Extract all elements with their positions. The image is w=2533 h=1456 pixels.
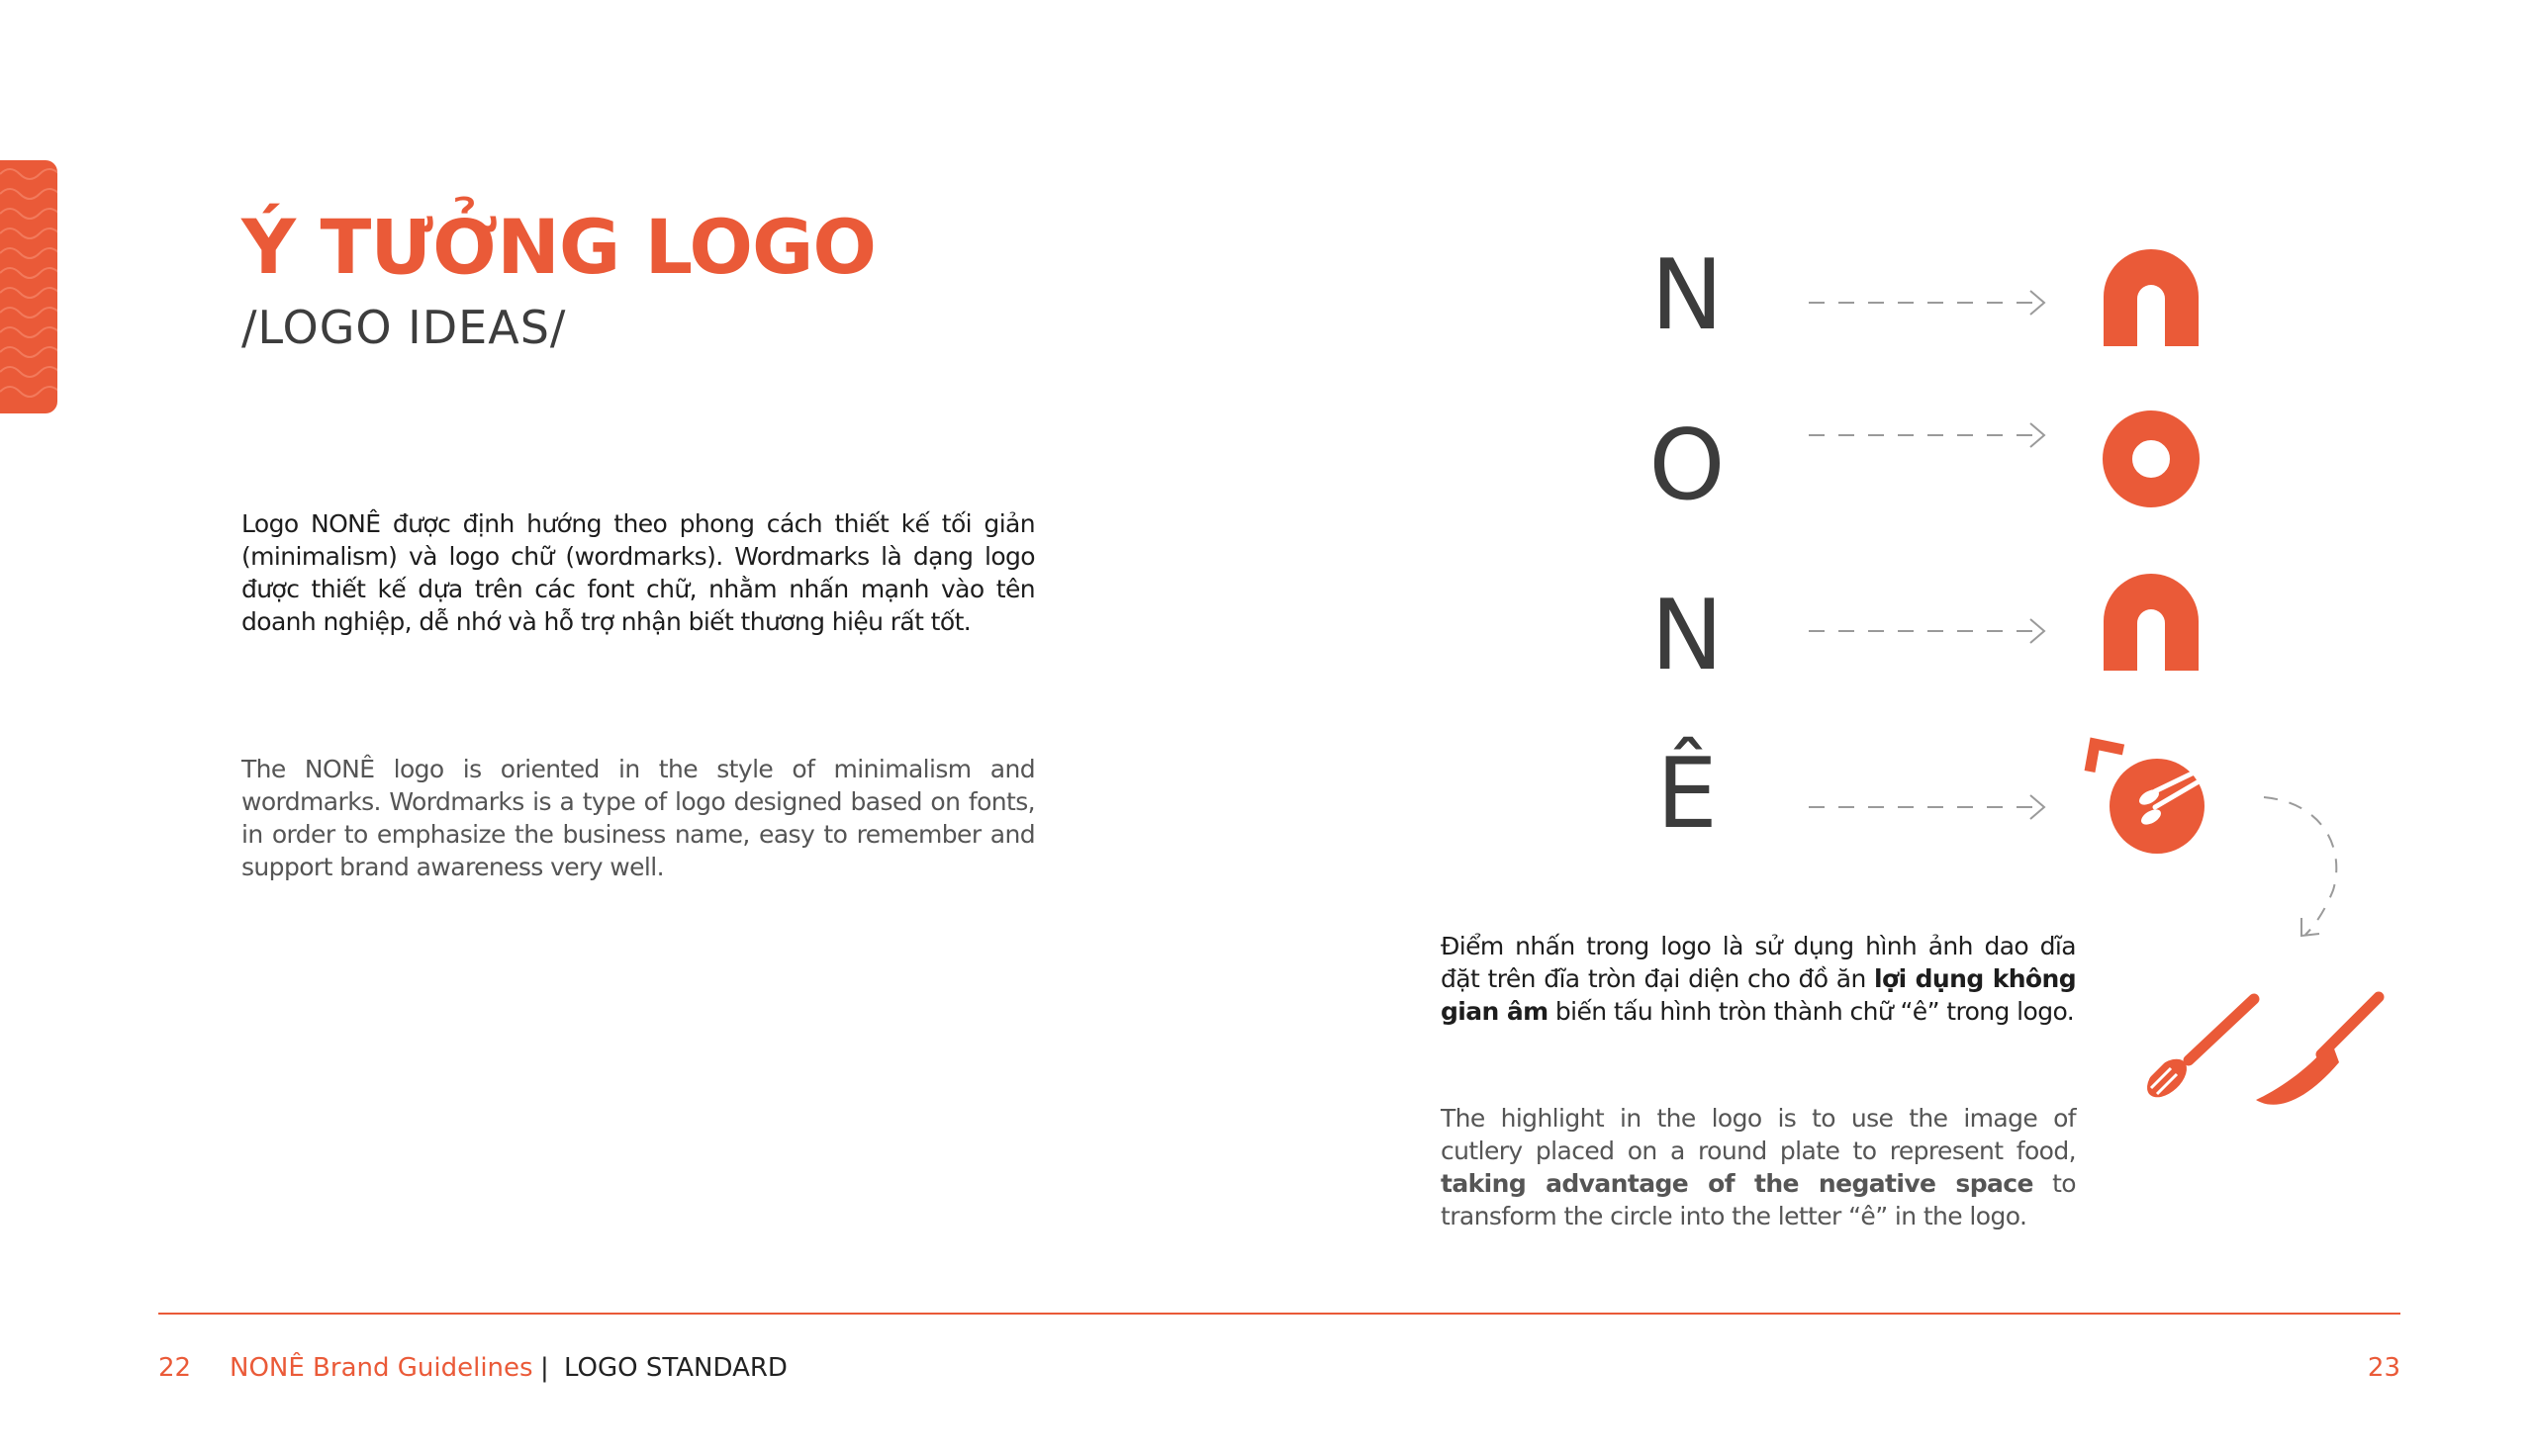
footer-brand: NONÊ Brand Guidelines — [230, 1353, 533, 1383]
letter-e-circumflex: Ê — [1656, 738, 1718, 851]
footer-section: LOGO STANDARD — [564, 1353, 788, 1383]
curved-arrow-icon — [2264, 797, 2336, 936]
footer-divider — [158, 1313, 2400, 1315]
page-number-left: 22 — [158, 1353, 192, 1383]
footer-separator: | — [540, 1353, 549, 1383]
highlight-paragraph-vi: Điểm nhấn trong logo là sử dụng hình ảnh dao dĩa đặt trên đĩa tròn đại diện cho đồ ăn lợi dụng không gian âm biến tấu hình tròn thành chữ “ê” trong logo. — [1441, 932, 2076, 1026]
letter-o: O — [1648, 410, 1726, 522]
intro-paragraph-en: The NONÊ logo is oriented in the style of minimalism and wordmarks. Wordmarks is a type of logo designed based on fonts, in order to emphasize the business name, easy to remember and support brand awareness very well. — [241, 755, 1035, 881]
page-title: Ý TƯỞNG LOGO — [241, 203, 876, 291]
letter-n-1: N — [1650, 239, 1724, 352]
page-subtitle: /LOGO IDEAS/ — [241, 301, 567, 354]
fork-icon — [2140, 999, 2254, 1105]
dashed-arrow-4 — [1809, 795, 2044, 819]
plate-cutlery-icon — [2090, 744, 2212, 854]
arch-n-icon — [2104, 574, 2199, 671]
intro-paragraph-vi: Logo NONÊ được định hướng theo phong cách thiết kế tối giản (minimalism) và logo chữ (wordmarks). Wordmarks là dạng logo được thiết kế dựa trên các font chữ, nhằm nhấn mạnh vào tên doanh nghiệp, dễ nhớ và hỗ trợ nhận biết thương hiệu rất tốt. — [241, 509, 1035, 636]
dashed-arrow-1 — [1809, 291, 2044, 315]
ring-o-icon — [2117, 425, 2185, 493]
knife-icon — [2256, 997, 2379, 1105]
highlight-paragraph-en: The highlight in the logo is to use the image of cutlery placed on a round plate to represent food, taking advantage of the negative space to transform the circle into the letter “ê” in the logo. — [1441, 1104, 2076, 1230]
dashed-arrow-3 — [1809, 619, 2044, 643]
arch-n-icon — [2104, 249, 2199, 346]
page-number-right: 23 — [2367, 1353, 2400, 1383]
letter-n-2: N — [1650, 580, 1724, 692]
dashed-arrow-2 — [1809, 423, 2044, 447]
